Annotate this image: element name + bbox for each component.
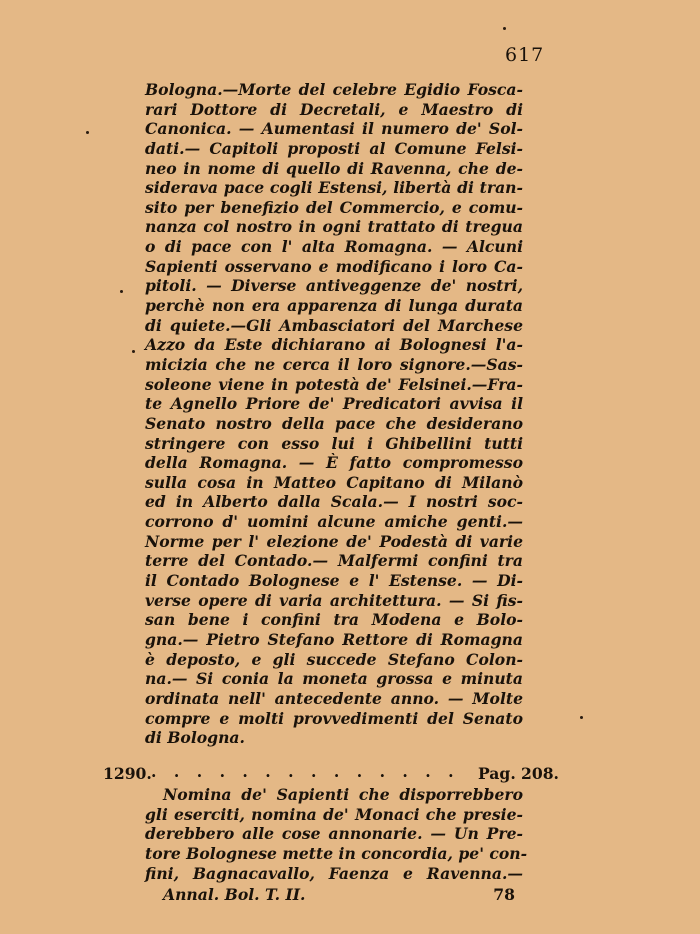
- text-line: ordinata nell' antecedente anno. — Molte: [145, 688, 523, 708]
- text-line: siderava pace cogli Estensi, libertà di tran-: [145, 178, 523, 198]
- text-line: dati.— Capitoli proposti al Comune Felsi-: [145, 138, 523, 158]
- dot-leader: . . . . . . . . . . . . . .: [151, 762, 460, 781]
- summary-line: fini, Bagnacavallo, Faenza e Ravenna.—: [145, 863, 523, 883]
- text-line: san bene i confini tra Modena e Bolo-: [145, 610, 523, 630]
- sheet-number: 78: [493, 885, 515, 904]
- text-line: nanza col nostro in ogni trattato di tregua: [145, 217, 523, 237]
- text-line: na.— Si conia la moneta grossa e minuta: [145, 669, 523, 689]
- text-line: ed in Alberto dalla Scala.— I nostri soc-: [145, 492, 523, 512]
- text-line: Bologna.—Morte del celebre Egidio Fosca-: [145, 80, 523, 99]
- text-line: di quiete.—Gli Ambasciatori del Marchese: [145, 315, 523, 335]
- summary-line: derebbero alle cose annonarie. — Un Pre-: [145, 824, 523, 844]
- summary-line: Nomina de' Sapienti che disporrebbero: [163, 785, 523, 804]
- text-line: corrono d' uomini alcune amiche genti.—: [145, 512, 523, 532]
- text-line: verse opere di varia architettura. — Si fis-: [145, 590, 523, 610]
- text-line: Norme per l' elezione de' Podestà di varie: [145, 531, 523, 551]
- ink-speck: [120, 290, 123, 293]
- text-line: sulla cosa in Matteo Capitano di Milanò: [145, 472, 523, 492]
- page-number: 617: [505, 44, 545, 66]
- text-line: è deposto, e gli succede Stefano Colon-: [145, 649, 523, 669]
- text-line: stringere con esso lui i Ghibellini tutti: [145, 433, 523, 453]
- text-line: Senato nostro della pace che desiderano: [145, 413, 523, 433]
- text-line: micizia che ne cerca il loro signore.—Sas-: [145, 354, 523, 374]
- ink-speck: [503, 27, 506, 30]
- text-line: della Romagna. — È fatto compromesso: [145, 453, 523, 473]
- text-line: rari Dottore di Decretali, e Maestro di: [145, 99, 523, 119]
- printer-signature: Annal. Bol. T. II.: [163, 885, 306, 904]
- text-line: il Contado Bolognese e l' Estense. — Di-: [145, 571, 523, 591]
- page-footer: [163, 885, 515, 905]
- ink-speck: [86, 131, 89, 134]
- text-line: te Agnello Priore de' Predicatori avvisa il: [145, 394, 523, 414]
- summary-line: tore Bolognese mette in concordia, pe' con-: [145, 843, 528, 863]
- text-line: gna.— Pietro Stefano Rettore di Romagna: [145, 629, 523, 649]
- text-line: sito per benefizio del Commercio, e comu-: [145, 197, 523, 217]
- summary-line: gli eserciti, nomina de' Monaci che presie-: [145, 804, 523, 824]
- text-line: terre del Contado.— Malfermi confini tra: [145, 551, 523, 571]
- text-line: Sapienti osservano e modificano i loro Ca-: [145, 256, 523, 276]
- text-line: soleone viene in potestà de' Felsinei.—Fra-: [145, 374, 523, 394]
- text-line: Canonica. — Aumentasi il numero de' Sol-: [145, 119, 523, 139]
- ink-speck: [580, 716, 583, 719]
- text-line: perchè non era apparenza di lunga durata: [145, 296, 523, 316]
- entry-year: 1290.: [103, 764, 152, 783]
- page-reference-label: Pag.: [478, 764, 516, 783]
- text-line: Azzo da Este dichiarano ai Bolognesi l'a-: [145, 335, 523, 355]
- ink-speck: [132, 350, 135, 353]
- text-line: di Bologna.: [145, 728, 245, 748]
- text-line: pitoli. — Diverse antiveggenze de' nostri,: [145, 276, 523, 296]
- text-line: o di pace con l' alta Romagna. — Alcuni: [145, 237, 523, 257]
- year-entry-row: [103, 763, 558, 785]
- page-reference-number: 208.: [521, 764, 559, 783]
- text-line: compre e molti provvedimenti del Senato: [145, 708, 523, 728]
- entry-summary: [145, 785, 528, 883]
- body-text: [145, 80, 523, 748]
- text-line: neo in nome di quello di Ravenna, che de-: [145, 158, 523, 178]
